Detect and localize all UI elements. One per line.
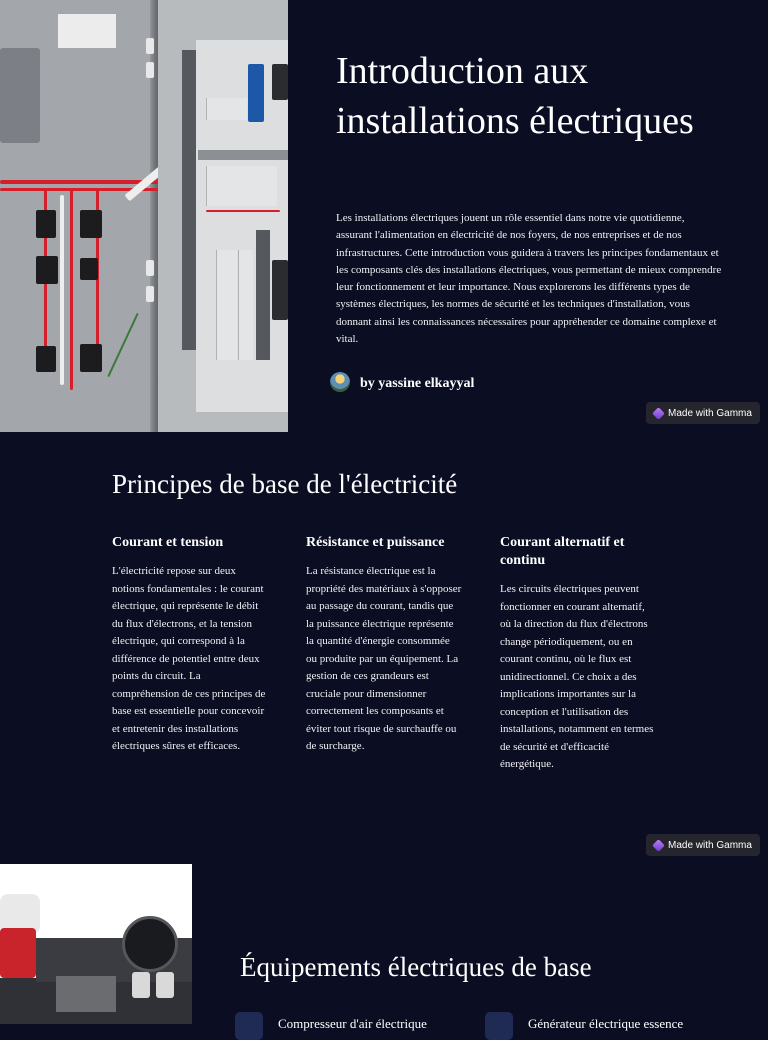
- section-title: Principes de base de l'électricité: [112, 469, 458, 499]
- generator-image: [0, 864, 192, 1024]
- generator-icon: [485, 1012, 513, 1040]
- made-with-gamma-label: Made with Gamma: [668, 407, 752, 419]
- electrical-cabinet-image: [0, 0, 288, 432]
- section-title: Équipements électriques de base: [240, 952, 592, 982]
- author-name: by yassine elkayyal: [360, 376, 475, 391]
- column-title-alternatif-continu: Courant alternatif et continu: [500, 535, 625, 568]
- made-with-gamma-button[interactable]: [646, 834, 760, 856]
- made-with-gamma-button[interactable]: [646, 402, 760, 424]
- column-body-resistance-puissance: La résistance électrique est la propriété des matériaux à s'opposer au passage du courant, tandis que la puissance électrique représente la quantité d'énergie consommée ou produite par un équipement. La gestion de ces grandeurs est cruciale pour dimensionner correctement les composants et éviter tout risque de surchauffe ou de surcharge.: [306, 565, 462, 752]
- column-body-courant-tension: L'électricité repose sur deux notions fondamentales : le courant électrique, qui représente le débit du flux d'électrons, et la tension électrique, qui correspond à la différence de potentiel entre deux points du circuit. La compréhension de ces principes de base est essentielle pour concevoir et entretenir des installations électriques sûres et efficaces.: [112, 565, 266, 752]
- column-title-courant-tension: Courant et tension: [112, 535, 224, 550]
- author-avatar: [330, 372, 350, 392]
- column-title-resistance-puissance: Résistance et puissance: [306, 535, 445, 550]
- card-title-compresseur: Compresseur d'air électrique: [278, 1016, 427, 1031]
- gamma-logo-icon: [652, 407, 665, 420]
- card-title-generateur: Générateur électrique essence: [528, 1016, 684, 1031]
- intro-paragraph: Les installations électriques jouent un rôle essentiel dans notre vie quotidienne, assurant l'alimentation en électricité de nos foyers, de nos entreprises et de nos infrastructures. Cette introduction vous guidera à travers les principes fondamentaux et les composants clés des installations électriques, vous permettant de mieux comprendre leur fonctionnement et leur importance. Nous explorerons les différents types de systèmes électriques, les normes de sécurité et les techniques d'installation, vous donnant ainsi les connaissances nécessaires pour appréhender ce domaine complexe et vital.: [336, 212, 722, 346]
- presentation-title: Introduction aux installations électriques: [336, 50, 694, 142]
- compressor-icon: [235, 1012, 263, 1040]
- gamma-logo-icon: [652, 839, 665, 852]
- made-with-gamma-label: Made with Gamma: [668, 839, 752, 851]
- column-body-alternatif-continu: Les circuits électriques peuvent fonctionner en courant alternatif, où la direction du flux d'électrons change périodiquement, ou en courant continu, où le flux est unidirectionnel. Ce choix a des implications importantes sur la conception et l'utilisation des installations, notamment en termes de sécurité et d'efficacité énergétique.: [500, 583, 654, 770]
